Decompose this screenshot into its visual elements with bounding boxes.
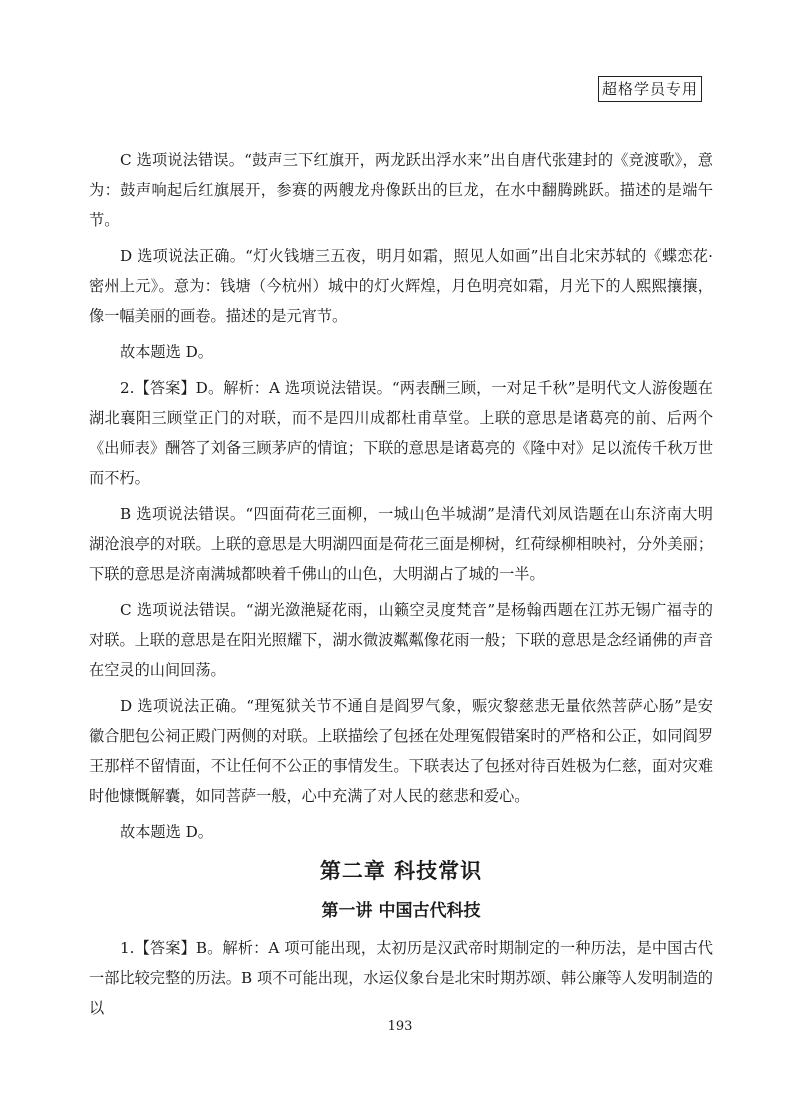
paragraph-option-c-dragon-boat: C 选项说法错误。“鼓声三下红旗开，两龙跃出浮水来”出自唐代张建封的《竞渡歌》，意为：鼓声响起后红旗展开，参赛的两艘龙舟像跃出的巨龙，在水中翻腾跳跃。描述的是端午节。 <box>89 151 713 229</box>
page-number: 193 <box>387 1019 413 1034</box>
student-only-badge: 超格学员专用 <box>598 76 702 102</box>
paragraph-conclusion-1: 故本题选 D。 <box>120 343 213 361</box>
paragraph-option-d-lantern: D 选项说法正确。“灯火钱塘三五夜，明月如霜，照见人如画”出自北宋苏轼的《蝶恋花·密州上元》。意为：钱塘（今杭州）城中的灯火辉煌，月色明亮如霜，月光下的人熙熙攘攘，像一幅美丽的画卷。描述的是元宵节。 <box>89 247 713 325</box>
paragraph-question-2-answer: 2.【答案】D。解析：A 选项说法错误。“两表酬三顾，一对足千秋”是明代文人游俊题在湖北襄阳三顾堂正门的对联，而不是四川成都杜甫草堂。上联的意思是诸葛亮的前、后两个《出师表》酬答了刘备三顾茅庐的情谊；下联的意思是诸葛亮的《隆中对》足以流传千秋万世而不朽。 <box>89 379 713 487</box>
paragraph-option-c-guangfu-temple: C 选项说法错误。“湖光潋滟疑花雨，山籁空灵度梵音”是杨翰西题在江苏无锡广福寺的对联。上联的意思是在阳光照耀下，湖水微波粼粼像花雨一般；下联的意思是念经诵佛的声音在空灵的山间回荡。 <box>89 601 713 679</box>
paragraph-option-b-daming-lake: B 选项说法错误。“四面荷花三面柳，一城山色半城湖”是清代刘凤诰题在山东济南大明湖沧浪亭的对联。上联的意思是大明湖四面是荷花三面是柳树，红荷绿柳相映衬，分外美丽；下联的意思是济南满城都映着千佛山的山色，大明湖占了城的一半。 <box>89 505 713 583</box>
paragraph-question-1-answer: 1.【答案】B。解析：A 项可能出现，太初历是汉武帝时期制定的一种历法，是中国古代一部比较完整的历法。B 项不可能出现，水运仪象台是北宋时期苏颂、韩公廉等人发明制造的以 <box>89 939 713 1017</box>
chapter-title: 第二章 科技常识 <box>319 858 483 883</box>
paragraph-option-d-baogong-temple: D 选项说法正确。“理冤狱关节不通自是阎罗气象，赈灾黎慈悲无量依然菩萨心肠”是安徽合肥包公祠正殿门两侧的对联。上联描绘了包拯在处理冤假错案时的严格和公正，如同阎罗王那样不留情面，不让任何不公正的事情发生。下联表达了包拯对待百姓极为仁慈，面对灾难时他慷慨解囊，如同菩萨一般，心中充满了对人民的慈悲和爱心。 <box>89 697 713 805</box>
paragraph-conclusion-2: 故本题选 D。 <box>120 823 213 841</box>
lecture-title: 第一讲 中国古代科技 <box>321 901 481 921</box>
document-body <box>89 145 713 1029</box>
